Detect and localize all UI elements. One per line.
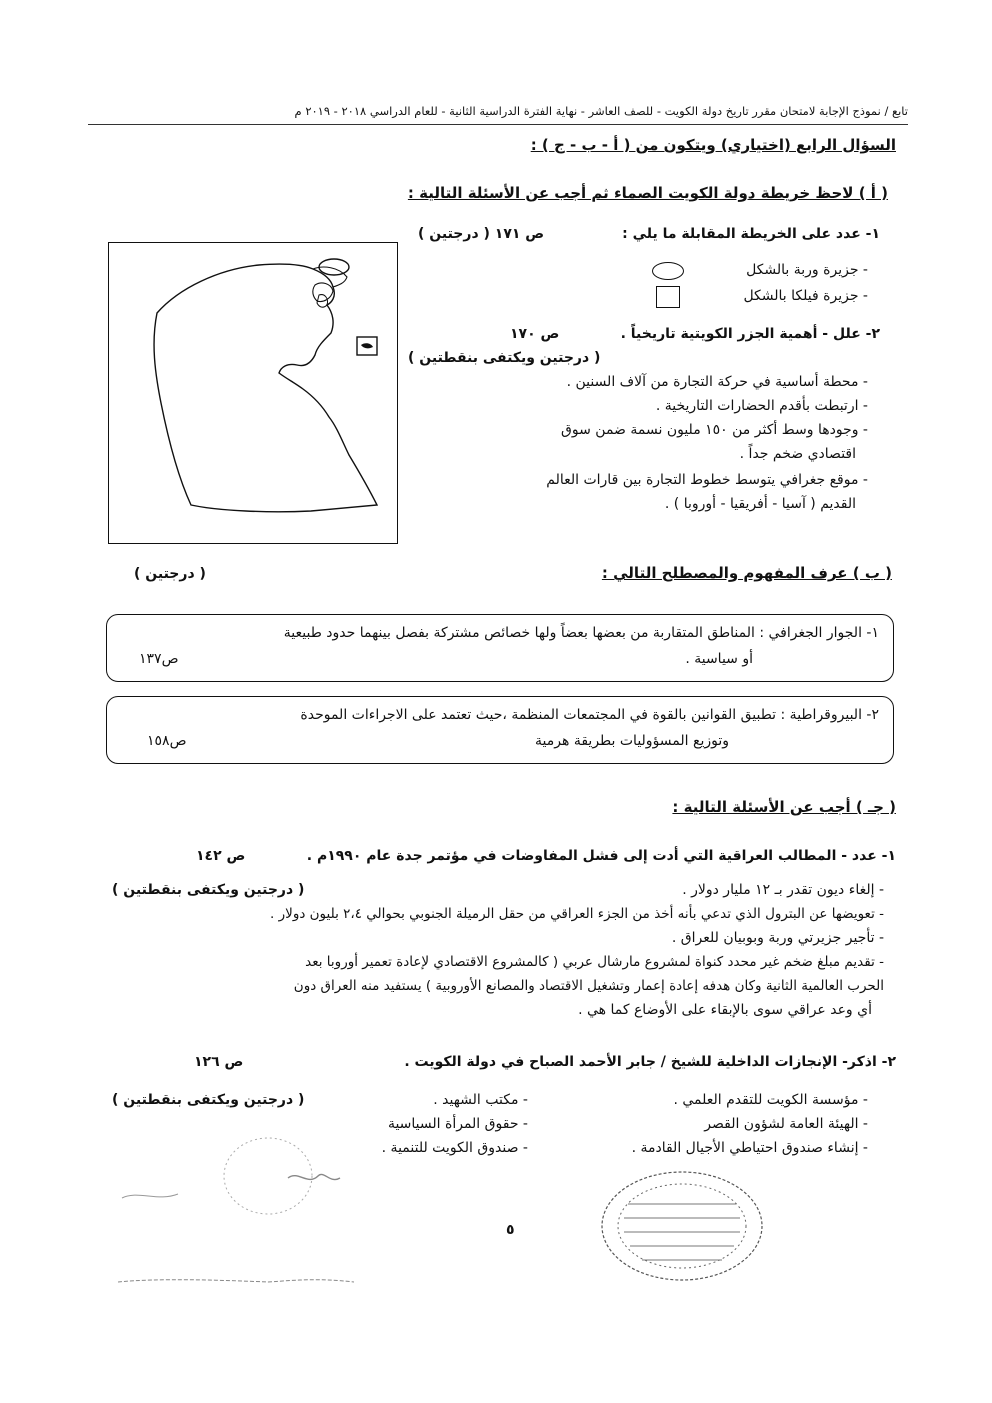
q2-answer-1: - محطة أساسية في حركة التجارة من آلاف السنين .	[566, 374, 868, 390]
part-c-heading: ( جـ ) أجب عن الأسئلة التالية :	[672, 798, 896, 816]
page-header: تابع / نموذج الإجابة لامتحان مقرر تاريخ دولة الكويت - للصف العاشر - نهاية الفترة الدراسية الثانية - للعام الدراسي ٢٠١٨ - ٢٠١٩ م	[294, 104, 908, 118]
q1-item-warba-label: جزيرة وربة بالشكل	[746, 262, 859, 278]
kuwait-outline-icon	[109, 243, 397, 543]
c1-line-2: - تعويضها عن البترول الذي تدعي بأنه أخذ من الجزء العراقي من حقل الرميلة الجنوبي بحوالي ٢،٤ بليون دولار .	[270, 906, 884, 922]
definition-2-line2: وتوزيع المسؤوليات بطريقة هرمية	[535, 733, 729, 749]
part-c-q1-marks: ( درجتين ويكتفى بنقطتين )	[112, 882, 305, 898]
c2-col2-item-2: - حقوق المرأة السياسية	[387, 1116, 528, 1132]
part-c-q1-text: ١- عدد - المطالب العراقية التي أدت إلى فشل المفاوضات في مؤتمر جدة عام ١٩٩٠م .	[306, 848, 896, 864]
part-a-q2-marks: ( درجتين ويكتفى بنقطتين )	[408, 350, 601, 366]
part-b-marks: ( درجتين )	[134, 566, 206, 582]
page-number: ٥	[506, 1222, 515, 1238]
signature-icon	[118, 1130, 378, 1290]
part-a-q2-text: ٢- علل - أهمية الجزر الكويتية تاريخياً .	[620, 326, 880, 342]
definition-2-ref: ص١٥٨	[147, 733, 187, 749]
question-title: السؤال الرابع (اختياري) ويتكون من ( أ - ب - ج ) :	[530, 136, 896, 154]
part-b-heading: ( ب ) عرف المفهوم والمصطلح التالي :	[601, 564, 892, 582]
q1-item-failaka: - جزيرة فيلكا بالشكل	[743, 288, 868, 304]
q2-answer-3: - وجودها وسط أكثر من ١٥٠ مليون نسمة ضمن سوق	[561, 422, 868, 438]
q2-answer-2: - ارتبطت بأقدم الحضارات التاريخية .	[655, 398, 868, 414]
q1-item-failaka-label: جزيرة فيلكا بالشكل	[743, 288, 859, 304]
part-a-heading: ( أ ) لاحظ خريطة دولة الكويت الصماء ثم أجب عن الأسئلة التالية :	[407, 184, 888, 202]
part-c-q2-ref: ص ١٢٦	[194, 1054, 244, 1070]
c1-line-5: الحرب العالمية الثانية وكان هدفه إعادة إعمار وتشغيل الاقتصاد والمصانع الأوروبية ) يستفيد منه العراق دون	[293, 978, 884, 994]
part-c-q2-text: ٢- اذكر- الإنجازات الداخلية للشيخ / جابر الأحمد الصباح في دولة الكويت .	[404, 1054, 896, 1070]
c1-line-1: - إلغاء ديون تقدر بـ ١٢ مليار دولار .	[682, 882, 884, 898]
kuwait-map	[108, 242, 398, 544]
definition-box-2	[106, 696, 894, 764]
c2-col2-item-3: - صندوق الكويت للتنمية .	[381, 1140, 528, 1156]
definition-1-line2: أو سياسية .	[685, 651, 753, 667]
part-a-q1-ref: ص ١٧١ ( درجتين )	[418, 226, 545, 242]
q1-item-warba: - جزيرة وربة بالشكل	[746, 262, 868, 278]
c2-col2-item-1: - مكتب الشهيد .	[433, 1092, 528, 1108]
c2-col1-item-3: - إنشاء صندوق احتياطي الأجيال القادمة .	[631, 1140, 868, 1156]
c1-line-6: أي وعد عراقي سوى بالإبقاء على الأوضاع كما هي .	[578, 1002, 872, 1018]
square-shape-icon	[656, 286, 680, 308]
c2-col1-item-1: - مؤسسة الكويت للتقدم العلمي .	[673, 1092, 868, 1108]
c2-col1-item-2: - الهيئة العامة لشؤون القصر	[704, 1116, 868, 1132]
definition-1-ref: ص١٣٧	[139, 651, 179, 667]
official-stamp-icon	[598, 1168, 766, 1284]
q2-answer-4: - موقع جغرافي يتوسط خطوط التجارة بين قارات العالم	[546, 472, 868, 488]
part-c-q1-ref: ص ١٤٢	[196, 848, 246, 864]
definition-1-line1: ١- الجوار الجغرافي : المناطق المتقاربة من بعضها بعضاً ولها خصائص مشتركة بفصل بينهما حدود طبيعية	[283, 625, 879, 641]
circle-shape-icon	[652, 262, 684, 280]
definition-box-1	[106, 614, 894, 682]
header-rule	[88, 124, 908, 125]
part-a-q1-text: ١- عدد على الخريطة المقابلة ما يلي :	[622, 226, 880, 242]
part-c-q2-marks: ( درجتين ويكتفى بنقطتين )	[112, 1092, 305, 1108]
part-a-q2-ref: ص ١٧٠	[510, 326, 560, 342]
definition-2-line1: ٢- البيروقراطية : تطبيق القوانين بالقوة في المجتمعات المنظمة ،حيث تعتمد على الاجراءات الموحدة	[300, 707, 879, 723]
q2-answer-4-cont: القديم ( آسيا - أفريقيا - أوروبا ) .	[664, 496, 856, 512]
c1-line-3: - تأجير جزيرتي وربة وبوبيان للعراق .	[671, 930, 884, 946]
q2-answer-3-cont: اقتصادي ضخم جداً .	[739, 446, 856, 462]
c1-line-4: - تقديم مبلغ ضخم غير محدد كنواة لمشروع مارشال عربي ( كالمشروع الاقتصادي لإعادة تعمير أوروبا بعد	[305, 954, 884, 970]
